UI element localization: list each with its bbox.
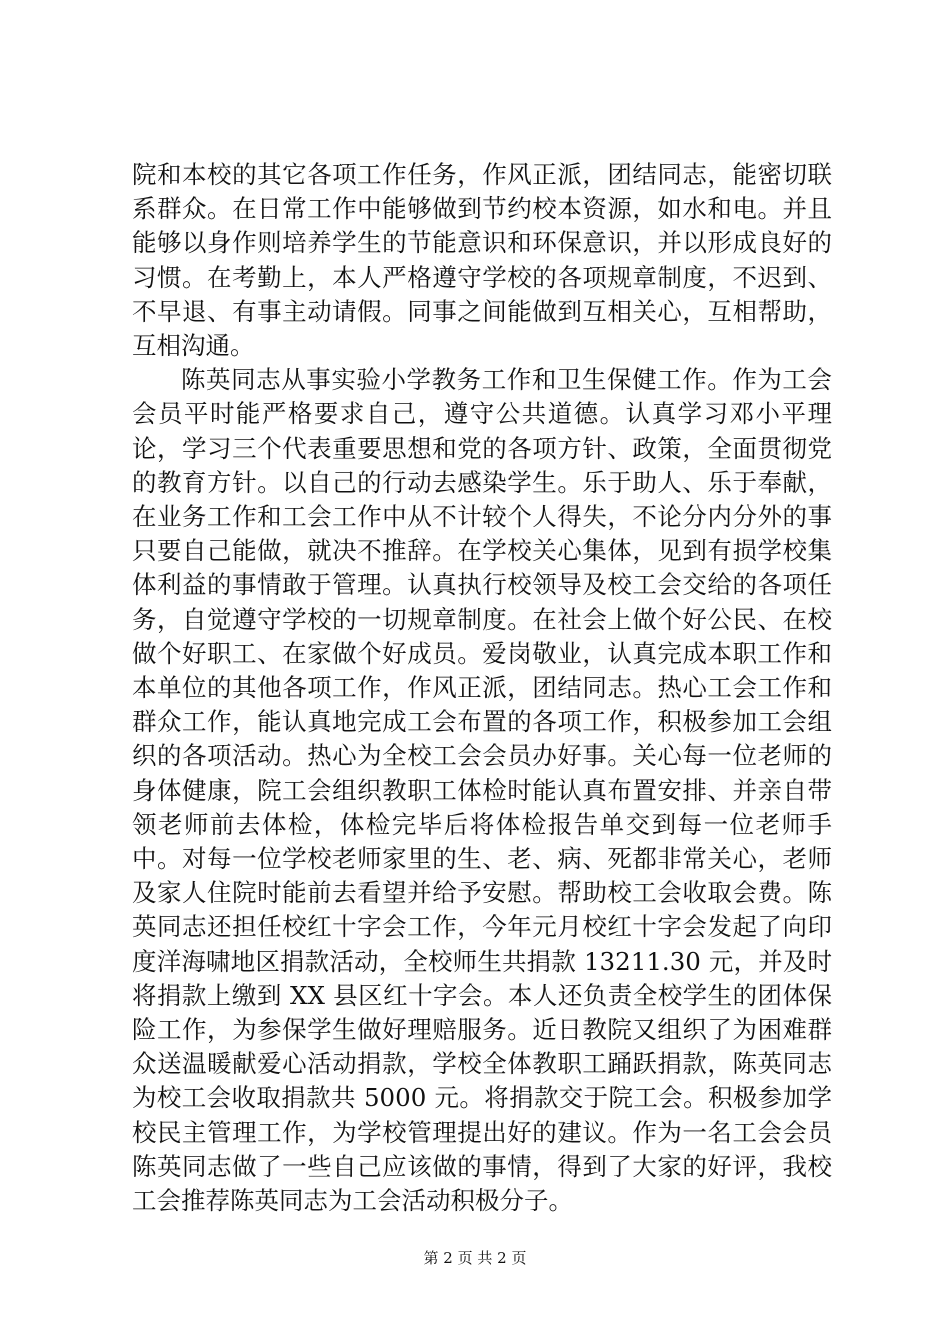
document-body — [132, 158, 832, 1218]
paragraph-continuation: 院和本校的其它各项工作任务，作风正派，团结同志，能密切联系群众。在日常工作中能够做到节约校本资源，如水和电。并且能够以身作则培养学生的节能意识和环保意识，并以形成良好的习惯。在考勤上，本人严格遵守学校的各项规章制度，不迟到、不早退、有事主动请假。同事之间能做到互相关心，互相帮助，互相沟通。 — [132, 160, 832, 361]
paragraph-chen-ying: 陈英同志从事实验小学教务工作和卫生保健工作。作为工会会员平时能严格要求自己，遵守公共道德。认真学习邓小平理论，学习三个代表重要思想和党的各项方针、政策，全面贯彻党的教育方针。以自己的行动去感染学生。乐于助人、乐于奉献，在业务工作和工会工作中从不计较个人得失，不论分内分外的事只要自己能做，就决不推辞。在学校关心集体，见到有损学校集体利益的事情敢于管理。认真执行校领导及校工会交给的各项任务，自觉遵守学校的一切规章制度。在社会上做个好公民、在校做个好职工、在家做个好成员。爱岗敬业，认真完成本职工作和本单位的其他各项工作，作风正派，团结同志。热心工会工作和群众工作，能认真地完成工会布置的各项工作，积极参加工会组织的各项活动。热心为全校工会会员办好事。关心每一位老师的身体健康，院工会组织教职工体检时能认真布置安排、并亲自带领老师前去体检，体检完毕后将体检报告单交到每一位老师手中。对每一位学校老师家里的生、老、病、死都非常关心，老师及家人住院时能前去看望并给予安慰。帮助校工会收取会费。陈英同志还担任校红十字会工作，今年元月校红十字会发起了向印度洋海啸地区捐款活动，全校师生共捐款 13211.30 元，并及时将捐款上缴到 XX 县区红十字会。本人还负责全校学生的团体保险工作，为参保学生做好理赔服务。近日教院又组织了为困难群众送温暖献爱心活动捐款，学校全体教职工踊跃捐款，陈英同志为校工会收取捐款共 5000 元。将捐款交于院工会。积极参加学校民主管理工作，为学校管理提出好的建议。作为一名工会会员陈英同志做了一些自己应该做的事情，得到了大家的好评，我校工会推荐陈英同志为工会活动积极分子。 — [132, 365, 832, 1216]
page-footer: 第 2 页 共 2 页 — [423, 1249, 527, 1267]
